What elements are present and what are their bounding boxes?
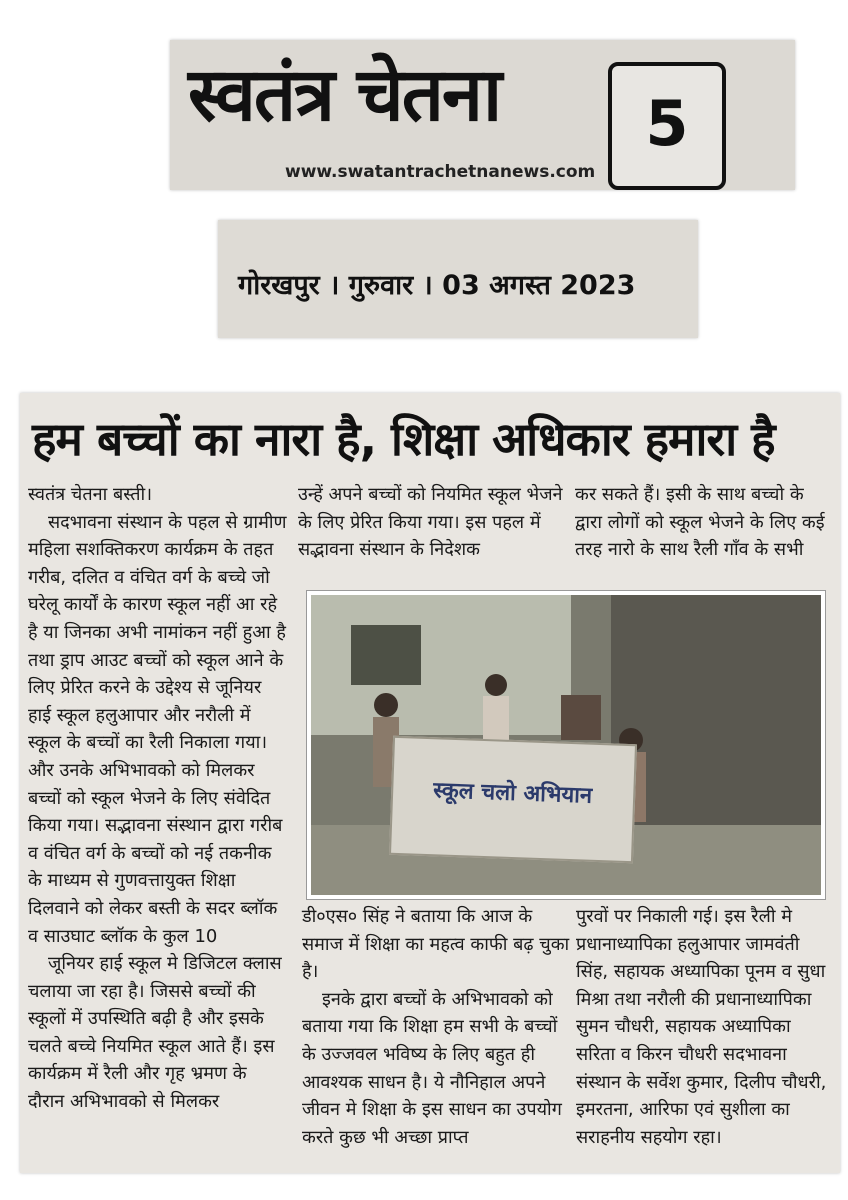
article-column-1 (28, 481, 288, 1116)
newspaper-title: स्वतंत्र चेतना (188, 52, 501, 138)
page-number: 5 (608, 62, 726, 190)
rally-photo (307, 591, 825, 899)
newspaper-url: www.swatantrachetnanews.com (285, 162, 596, 182)
article-headline: हम बच्चों का नारा है, शिक्षा अधिकार हमारा है (32, 412, 775, 466)
article-clipping (20, 393, 840, 1173)
paragraph: कर सकते हैं। इसी के साथ बच्चो के द्वारा लोगों को स्कूल भेजने के लिए कई तरह नारो के साथ रैली गाँव के सभी (575, 484, 825, 561)
paragraph: पुरवों पर निकाली गई। इस रैली मे प्रधानाध्यापिका हलुआपार जामवंती सिंह, सहायक अध्यापिका पूनम व सुधा मिश्रा तथा नरौली की प्रधानाध्यापिका सुमन चौधरी, सहायक अध्यापिका सरिता व किरन चौधरी सदभावना संस्थान के सर्वेश कुमार, दिलीप चौधरी, इमरतना, आरिफा एवं सुशीला का सराहनीय सहयोग रहा। (576, 906, 827, 1148)
paragraph: जूनियर हाई स्कूल मे डिजिटल क्लास चलाया जा रहा है। जिससे बच्चों की स्कूलों में उपस्थिति बढ़ी है और इसके चलते बच्चे नियमित स्कूल आते हैं। इस कार्यक्रम में रैली और गृह भ्रमण के दौरान अभिभावको से मिलकर (28, 953, 282, 1113)
dateline-clipping (218, 220, 698, 338)
byline: स्वतंत्र चेतना बस्ती। (28, 484, 153, 505)
article-column-3-top (575, 481, 830, 564)
paragraph: इनके द्वारा बच्चों के अभिभावको को बताया गया कि शिक्षा हम सभी के बच्चों के उज्जवल भविष्य के लिए बहुत ही आवश्यक साधन है। ये नौनिहाल अपने जीवन मे शिक्षा के इस साधन का उपयोग करते कुछ भी अच्छा प्राप्त (302, 988, 562, 1148)
article-column-2-top (298, 481, 568, 564)
rally-banner-text: स्कूल चलो अभियान (432, 778, 593, 809)
article-column-3-bottom (576, 903, 831, 1151)
paragraph: उन्हें अपने बच्चों को नियमित स्कूल भेजने के लिए प्रेरित किया गया। इस पहल में सद्भावना संस्थान के निदेशक (298, 484, 563, 561)
paragraph: सदभावना संस्थान के पहल से ग्रामीण महिला सशक्तिकरण कार्यक्रम के तहत गरीब, दलित व वंचित वर्ग के बच्चे जो घरेलू कार्यों के कारण स्कूल नहीं आ रहे है या जिनका अभी नामांकन नहीं हुआ है तथा ड्राप आउट बच्चों को स्कूल आने के लिए प्रेरित करने के उद्देश्य से जूनियर हाई स्कूल हलुआपार और नरौली में स्कूल के बच्चों का रैली निकाला गया। और उनके अभिभावको को मिलकर बच्चों को स्कूल भेजने के लिए संवेदित किया गया। सद्भावना संस्थान द्वारा गरीब व वंचित वर्ग के बच्चों को नई तकनीक के माध्यम से गुणवत्तायुक्त शिक्षा दिलवाने को लेकर बस्ती के सदर ब्लॉक व साउघाट ब्लॉक के कुल 10 (28, 511, 287, 947)
paragraph: डी०एस० सिंह ने बताया कि आज के समाज में शिक्षा का महत्व काफी बढ़ चुका है। (302, 906, 570, 983)
rally-banner (389, 736, 637, 863)
masthead-clipping (170, 40, 795, 190)
article-column-2-bottom (302, 903, 572, 1151)
dateline-text: गोरखपुर । गुरुवार । 03 अगस्त 2023 (238, 270, 636, 301)
